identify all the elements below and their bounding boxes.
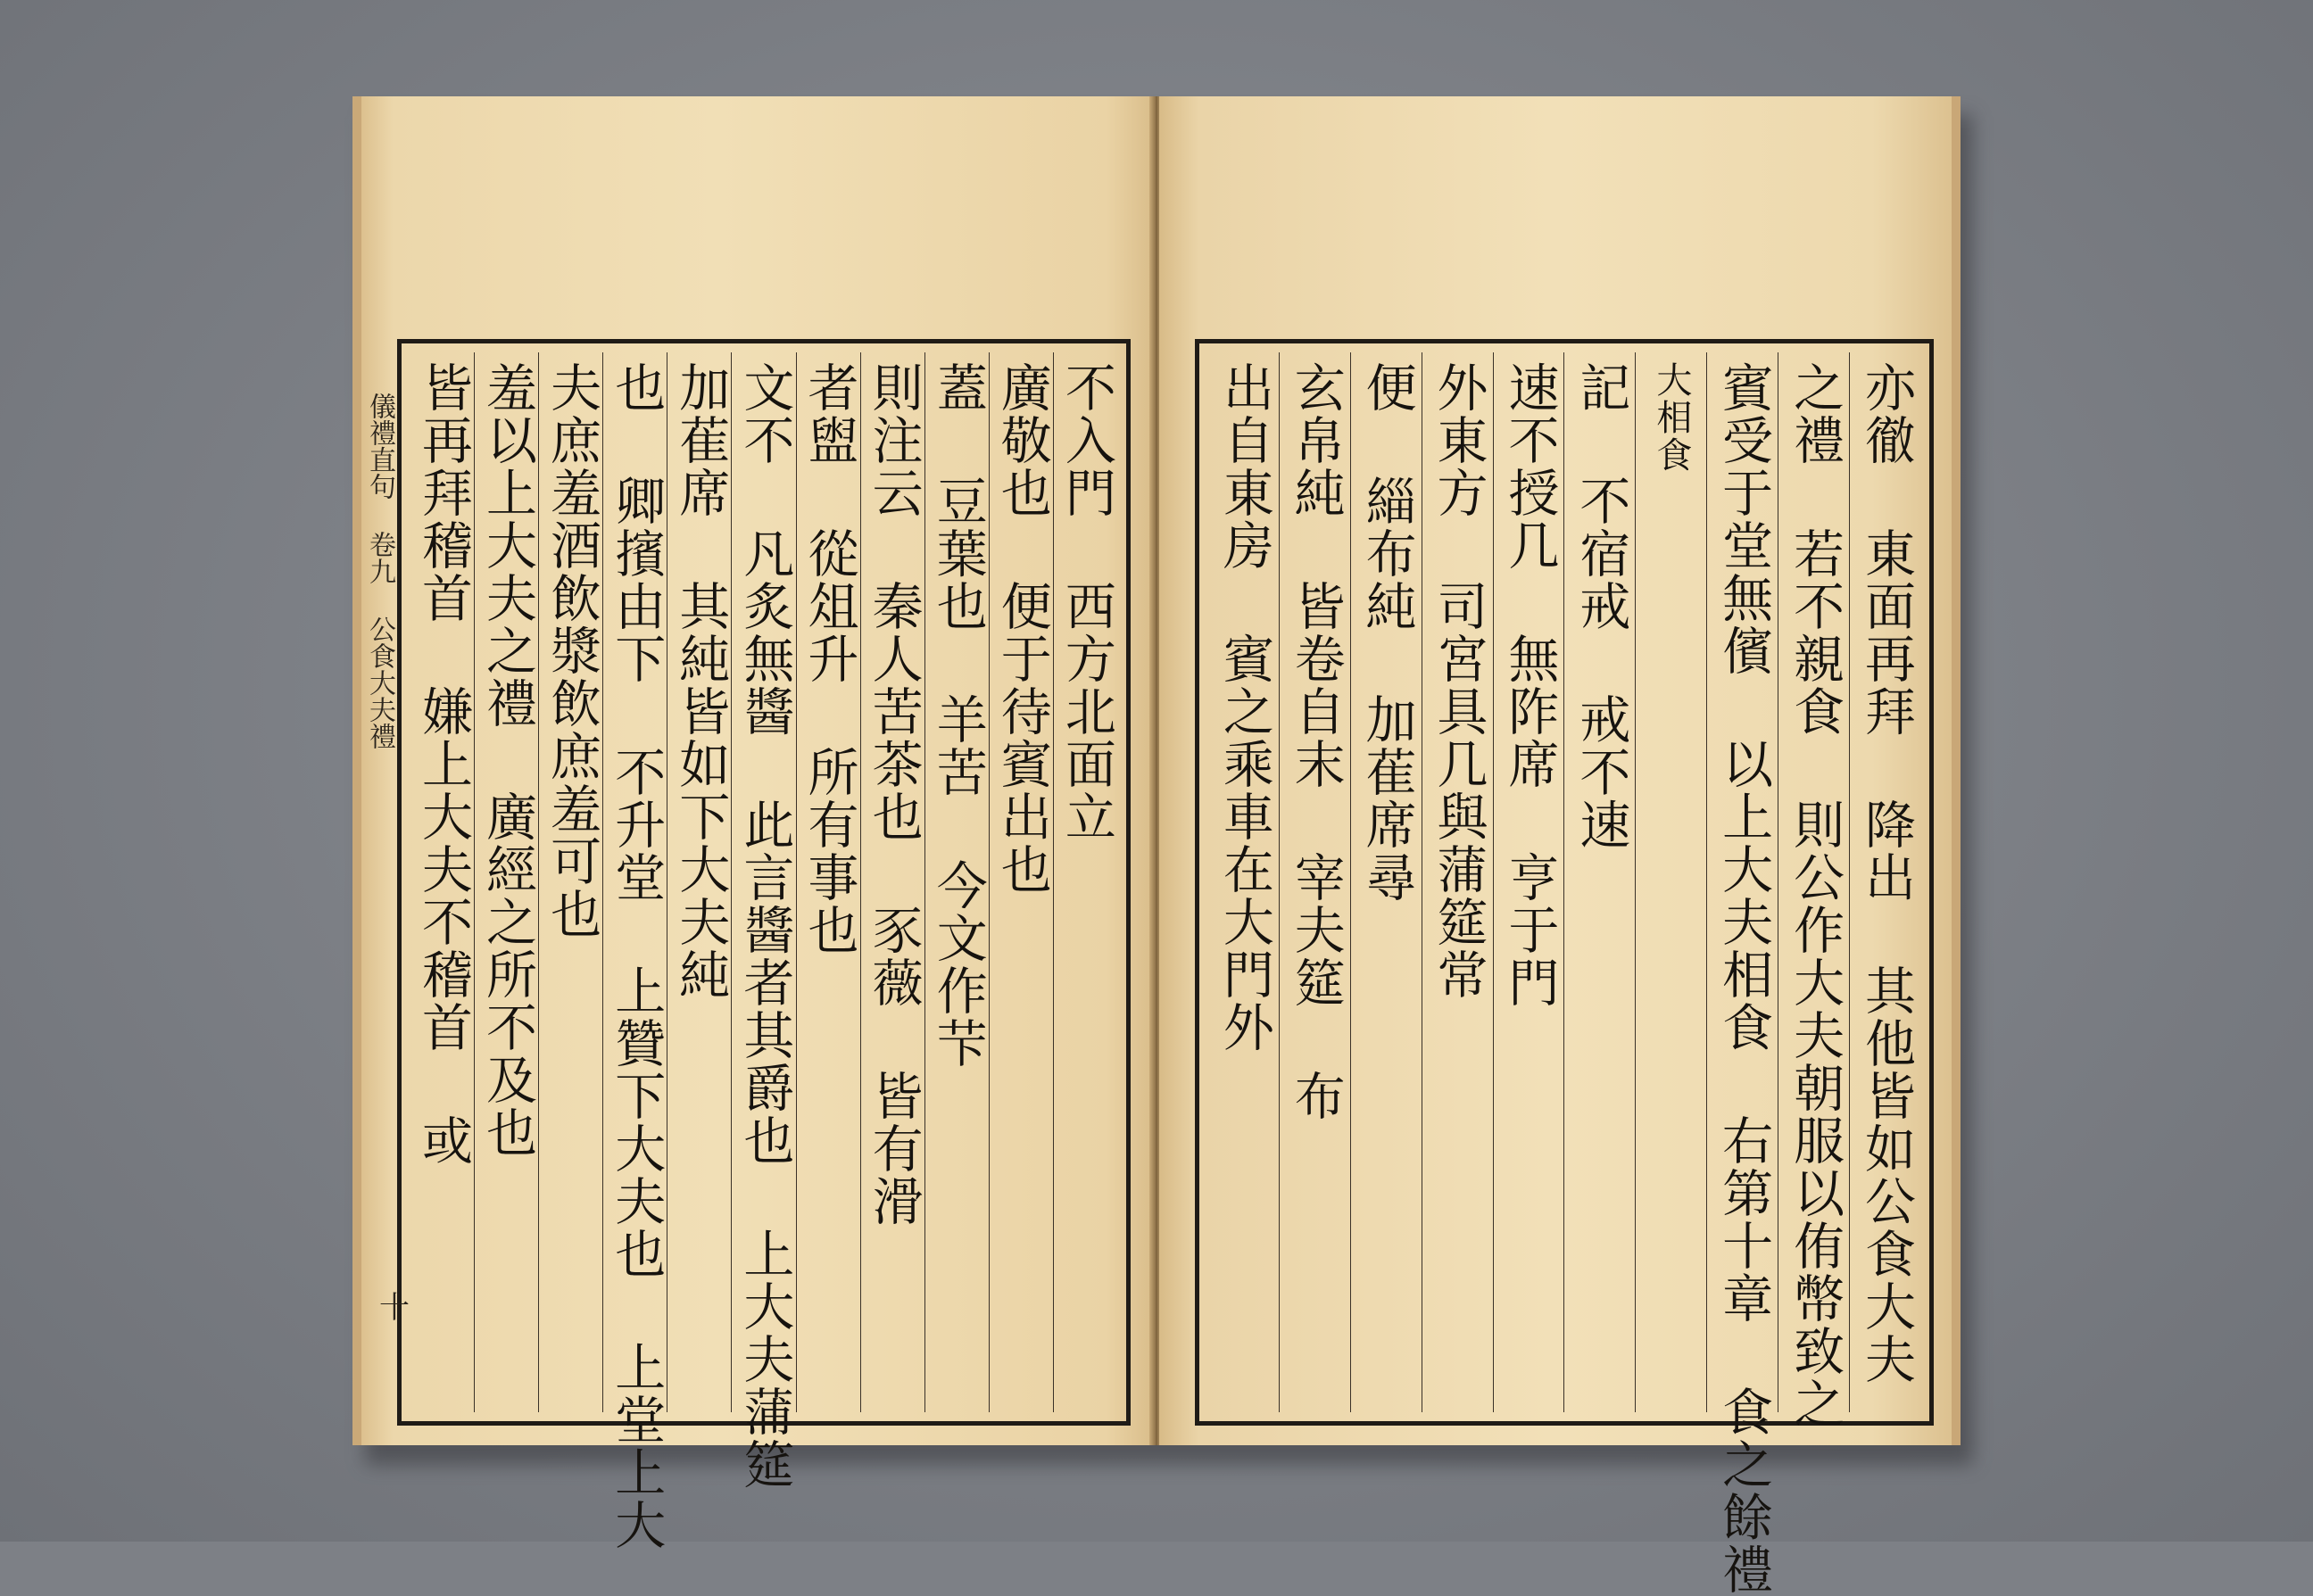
text-column: 則注云 秦人苦茶也 豕薇 皆有滑	[860, 352, 924, 1412]
text-column: 出自東房 賓之乘車在大門外	[1215, 361, 1274, 1054]
text-column: 者盥 從俎升 所有事也	[796, 352, 860, 1412]
text-column: 蓋 豆葉也 羊苦 今文作芐	[924, 352, 989, 1412]
text-column: 夫庶羞酒飲漿飲庶羞可也	[538, 352, 602, 1412]
text-column: 皆再拜稽首 嫌上大夫不稽首 或	[413, 361, 473, 1167]
right-page	[1159, 96, 1961, 1596]
text-column: 也 卿擯由下 不升堂 上贊下大夫也 上堂上大	[602, 352, 667, 1412]
text-frame-right	[1195, 339, 1934, 1596]
text-column: 之禮 若不親食 則公作大夫朝服以侑幣致之	[1778, 352, 1849, 1412]
text-column: 速不授几 無阼席 亨于門	[1493, 352, 1564, 1412]
text-column: 賓受于堂無儐 以上大夫相食 右第十章 食之餘禮	[1706, 352, 1778, 1412]
text-column: 不入門 西方北面立	[1053, 352, 1117, 1412]
margin-title: 儀禮直句 卷九 公食大夫禮	[364, 393, 395, 749]
text-column: 加萑席 其純皆如下大夫純	[667, 352, 731, 1412]
left-page	[352, 96, 1154, 1551]
text-column: 外東方 司宮具几與蒲筵常	[1422, 352, 1493, 1412]
text-column: 亦徹 東面再拜 降出 其他皆如公食大夫	[1849, 352, 1920, 1412]
text-column: 羞以上大夫之禮 廣經之所不及也	[474, 352, 538, 1412]
text-columns-right	[1208, 352, 1920, 1596]
text-column: 玄帛純 皆卷自末 宰夫筵 布	[1279, 352, 1350, 1412]
text-column: 記 不宿戒 戒不速	[1563, 352, 1635, 1412]
text-column: 大相食	[1635, 352, 1706, 1412]
text-column: 廣敬也 便于待賓出也	[989, 352, 1053, 1412]
page-number: 十	[379, 1290, 410, 1326]
text-columns-left	[410, 352, 1117, 1551]
text-column: 文不 凡炙無醬 此言醬者其爵也 上大夫蒲筵	[731, 352, 795, 1412]
text-column: 便 緇布純 加萑席尋	[1350, 352, 1422, 1412]
open-book	[352, 96, 1961, 1596]
text-frame-left	[397, 339, 1131, 1551]
